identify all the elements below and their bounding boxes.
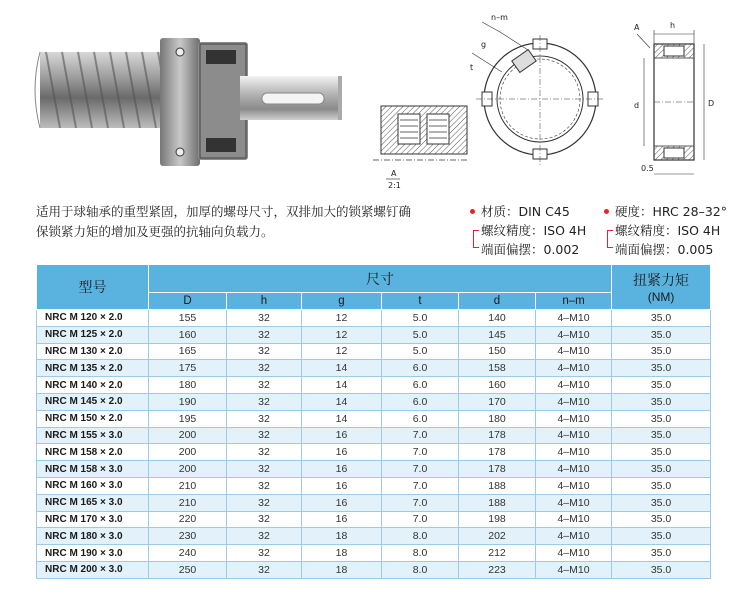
header-torque-label: 扭紧力矩 bbox=[633, 272, 690, 288]
cell-model: NRC M 170 × 3.0 bbox=[37, 511, 149, 528]
cell-t: 7.0 bbox=[382, 461, 459, 478]
technical-drawings bbox=[0, 0, 740, 195]
table-row bbox=[37, 545, 711, 562]
cell-nm: 4–M10 bbox=[536, 360, 612, 377]
cell-D: 250 bbox=[149, 561, 227, 578]
cell-h: 32 bbox=[227, 427, 302, 444]
table-row bbox=[37, 444, 711, 461]
cell-torque: 35.0 bbox=[612, 377, 711, 394]
nm-dimension-label: n–m bbox=[491, 13, 508, 22]
cell-h: 32 bbox=[227, 393, 302, 410]
subheader-d: d bbox=[459, 293, 536, 310]
cell-t: 5.0 bbox=[382, 343, 459, 360]
spec-thread-precision-1: 螺纹精度：ISO 4H bbox=[481, 223, 587, 238]
cell-torque: 35.0 bbox=[612, 410, 711, 427]
cell-torque: 35.0 bbox=[612, 461, 711, 478]
d-dimension-label: d bbox=[634, 101, 640, 110]
t-dimension-label: t bbox=[470, 63, 474, 72]
cell-t: 6.0 bbox=[382, 377, 459, 394]
table-row bbox=[37, 410, 711, 427]
h-dimension-label: h bbox=[670, 21, 676, 30]
dimension-table bbox=[36, 264, 711, 579]
section-view bbox=[373, 106, 468, 190]
cell-nm: 4–M10 bbox=[536, 511, 612, 528]
cell-t: 7.0 bbox=[382, 477, 459, 494]
cell-g: 18 bbox=[302, 545, 382, 562]
cell-t: 6.0 bbox=[382, 393, 459, 410]
a-view-label: A bbox=[634, 23, 640, 32]
cell-torque: 35.0 bbox=[612, 326, 711, 343]
spec-hardness: 硬度：HRC 28–32° bbox=[615, 204, 727, 219]
cell-g: 12 bbox=[302, 326, 382, 343]
header-torque-unit: (NM) bbox=[647, 290, 675, 304]
cell-model: NRC M 125 × 2.0 bbox=[37, 326, 149, 343]
cell-torque: 35.0 bbox=[612, 545, 711, 562]
cell-h: 32 bbox=[227, 545, 302, 562]
cell-D: 180 bbox=[149, 377, 227, 394]
table-row bbox=[37, 427, 711, 444]
table-row bbox=[37, 561, 711, 578]
spec-thread-precision-2: 螺纹精度：ISO 4H bbox=[615, 223, 721, 238]
cell-torque: 35.0 bbox=[612, 494, 711, 511]
cell-D: 165 bbox=[149, 343, 227, 360]
cell-d: 202 bbox=[459, 528, 536, 545]
cell-g: 16 bbox=[302, 444, 382, 461]
cell-model: NRC M 190 × 3.0 bbox=[37, 545, 149, 562]
cell-h: 32 bbox=[227, 494, 302, 511]
cell-d: 150 bbox=[459, 343, 536, 360]
cell-t: 8.0 bbox=[382, 561, 459, 578]
cell-torque: 35.0 bbox=[612, 444, 711, 461]
cell-d: 160 bbox=[459, 377, 536, 394]
cell-t: 8.0 bbox=[382, 528, 459, 545]
cell-t: 5.0 bbox=[382, 326, 459, 343]
cell-nm: 4–M10 bbox=[536, 494, 612, 511]
dimension-table-wrapper bbox=[36, 264, 710, 579]
cell-D: 195 bbox=[149, 410, 227, 427]
description-line-1: 适用于球轴承的重型紧固，加厚的螺母尺寸，双排加大的锁紧螺钉确 bbox=[36, 204, 412, 219]
cell-h: 32 bbox=[227, 561, 302, 578]
bullet-dot-icon bbox=[604, 209, 609, 214]
cell-nm: 4–M10 bbox=[536, 393, 612, 410]
cell-g: 16 bbox=[302, 461, 382, 478]
cell-D: 175 bbox=[149, 360, 227, 377]
cell-t: 6.0 bbox=[382, 360, 459, 377]
cell-h: 32 bbox=[227, 343, 302, 360]
table-row bbox=[37, 377, 711, 394]
cell-h: 32 bbox=[227, 326, 302, 343]
cell-nm: 4–M10 bbox=[536, 377, 612, 394]
cell-g: 14 bbox=[302, 377, 382, 394]
cell-t: 7.0 bbox=[382, 444, 459, 461]
cell-nm: 4–M10 bbox=[536, 545, 612, 562]
cell-g: 16 bbox=[302, 511, 382, 528]
ball-screw-render bbox=[35, 38, 342, 166]
table-row bbox=[37, 360, 711, 377]
subheader-t: t bbox=[382, 293, 459, 310]
bullet-dot-icon bbox=[470, 209, 475, 214]
cell-g: 16 bbox=[302, 494, 382, 511]
table-row bbox=[37, 528, 711, 545]
cell-h: 32 bbox=[227, 410, 302, 427]
spec-material: 材质：DIN C45 bbox=[481, 204, 570, 219]
subheader-g: g bbox=[302, 293, 382, 310]
cell-g: 14 bbox=[302, 393, 382, 410]
cell-torque: 35.0 bbox=[612, 561, 711, 578]
cell-nm: 4–M10 bbox=[536, 410, 612, 427]
scale-label: 2:1 bbox=[388, 181, 401, 190]
table-row bbox=[37, 494, 711, 511]
cell-g: 18 bbox=[302, 561, 382, 578]
cell-d: 198 bbox=[459, 511, 536, 528]
front-view bbox=[470, 13, 604, 165]
table-row bbox=[37, 310, 711, 327]
cell-D: 160 bbox=[149, 326, 227, 343]
cell-d: 158 bbox=[459, 360, 536, 377]
cell-model: NRC M 158 × 2.0 bbox=[37, 444, 149, 461]
cell-t: 8.0 bbox=[382, 545, 459, 562]
cell-model: NRC M 200 × 3.0 bbox=[37, 561, 149, 578]
cell-d: 170 bbox=[459, 393, 536, 410]
cell-D: 155 bbox=[149, 310, 227, 327]
spec-face-runout-1: 端面偏摆：0.002 bbox=[481, 242, 580, 257]
cell-D: 200 bbox=[149, 461, 227, 478]
cell-D: 210 bbox=[149, 477, 227, 494]
cell-h: 32 bbox=[227, 528, 302, 545]
cell-g: 16 bbox=[302, 427, 382, 444]
cell-h: 32 bbox=[227, 360, 302, 377]
header-model: 型号 bbox=[37, 265, 149, 310]
cell-d: 188 bbox=[459, 477, 536, 494]
cell-model: NRC M 145 × 2.0 bbox=[37, 393, 149, 410]
cell-model: NRC M 120 × 2.0 bbox=[37, 310, 149, 327]
cell-D: 240 bbox=[149, 545, 227, 562]
subheader-nm: n–m bbox=[536, 293, 612, 310]
cell-d: 178 bbox=[459, 444, 536, 461]
cell-D: 190 bbox=[149, 393, 227, 410]
cell-t: 5.0 bbox=[382, 310, 459, 327]
cell-h: 32 bbox=[227, 310, 302, 327]
cell-h: 32 bbox=[227, 377, 302, 394]
header-dimensions: 尺寸 bbox=[149, 265, 612, 293]
cell-g: 14 bbox=[302, 360, 382, 377]
cell-t: 7.0 bbox=[382, 427, 459, 444]
cell-nm: 4–M10 bbox=[536, 461, 612, 478]
cell-g: 12 bbox=[302, 343, 382, 360]
cell-nm: 4–M10 bbox=[536, 444, 612, 461]
cell-model: NRC M 160 × 3.0 bbox=[37, 477, 149, 494]
cell-D: 220 bbox=[149, 511, 227, 528]
cell-d: 188 bbox=[459, 494, 536, 511]
table-row bbox=[37, 461, 711, 478]
cell-torque: 35.0 bbox=[612, 393, 711, 410]
cell-d: 145 bbox=[459, 326, 536, 343]
cell-g: 16 bbox=[302, 477, 382, 494]
cell-model: NRC M 180 × 3.0 bbox=[37, 528, 149, 545]
cell-h: 32 bbox=[227, 461, 302, 478]
cell-D: 210 bbox=[149, 494, 227, 511]
cell-d: 178 bbox=[459, 427, 536, 444]
spec-face-runout-2: 端面偏摆：0.005 bbox=[615, 242, 714, 257]
cell-model: NRC M 135 × 2.0 bbox=[37, 360, 149, 377]
cell-t: 6.0 bbox=[382, 410, 459, 427]
cell-g: 12 bbox=[302, 310, 382, 327]
cell-torque: 35.0 bbox=[612, 427, 711, 444]
table-row bbox=[37, 393, 711, 410]
cell-d: 140 bbox=[459, 310, 536, 327]
cell-nm: 4–M10 bbox=[536, 477, 612, 494]
cell-t: 7.0 bbox=[382, 511, 459, 528]
chamfer-label: 0.5 bbox=[641, 164, 654, 173]
cell-model: NRC M 155 × 3.0 bbox=[37, 427, 149, 444]
cell-torque: 35.0 bbox=[612, 528, 711, 545]
cell-torque: 35.0 bbox=[612, 360, 711, 377]
subheader-h: h bbox=[227, 293, 302, 310]
table-row bbox=[37, 326, 711, 343]
cell-nm: 4–M10 bbox=[536, 561, 612, 578]
subheader-D: D bbox=[149, 293, 227, 310]
cell-D: 230 bbox=[149, 528, 227, 545]
spec-bracket-icon bbox=[473, 230, 479, 248]
section-label: A bbox=[391, 169, 397, 178]
cell-d: 212 bbox=[459, 545, 536, 562]
cell-model: NRC M 165 × 3.0 bbox=[37, 494, 149, 511]
cell-g: 18 bbox=[302, 528, 382, 545]
cell-nm: 4–M10 bbox=[536, 427, 612, 444]
cell-h: 32 bbox=[227, 477, 302, 494]
g-dimension-label: g bbox=[481, 40, 487, 49]
cell-d: 178 bbox=[459, 461, 536, 478]
cell-torque: 35.0 bbox=[612, 477, 711, 494]
cell-model: NRC M 158 × 3.0 bbox=[37, 461, 149, 478]
product-description bbox=[36, 202, 456, 242]
cell-nm: 4–M10 bbox=[536, 343, 612, 360]
D-dimension-label: D bbox=[708, 99, 715, 108]
table-row bbox=[37, 511, 711, 528]
cell-d: 223 bbox=[459, 561, 536, 578]
cell-h: 32 bbox=[227, 511, 302, 528]
cell-torque: 35.0 bbox=[612, 511, 711, 528]
cell-model: NRC M 140 × 2.0 bbox=[37, 377, 149, 394]
cell-nm: 4–M10 bbox=[536, 326, 612, 343]
cell-torque: 35.0 bbox=[612, 310, 711, 327]
table-row bbox=[37, 477, 711, 494]
header-torque bbox=[612, 265, 711, 310]
cell-nm: 4–M10 bbox=[536, 528, 612, 545]
cell-t: 7.0 bbox=[382, 494, 459, 511]
cell-D: 200 bbox=[149, 444, 227, 461]
cell-model: NRC M 150 × 2.0 bbox=[37, 410, 149, 427]
cell-d: 180 bbox=[459, 410, 536, 427]
cell-h: 32 bbox=[227, 444, 302, 461]
cell-torque: 35.0 bbox=[612, 343, 711, 360]
cell-g: 14 bbox=[302, 410, 382, 427]
table-row bbox=[37, 343, 711, 360]
cell-D: 200 bbox=[149, 427, 227, 444]
side-view bbox=[634, 21, 714, 174]
cell-nm: 4–M10 bbox=[536, 310, 612, 327]
cell-model: NRC M 130 × 2.0 bbox=[37, 343, 149, 360]
spec-bracket-icon bbox=[607, 230, 613, 248]
description-line-2: 保锁紧力矩的增加及更强的抗轴向负载力。 bbox=[36, 224, 274, 239]
